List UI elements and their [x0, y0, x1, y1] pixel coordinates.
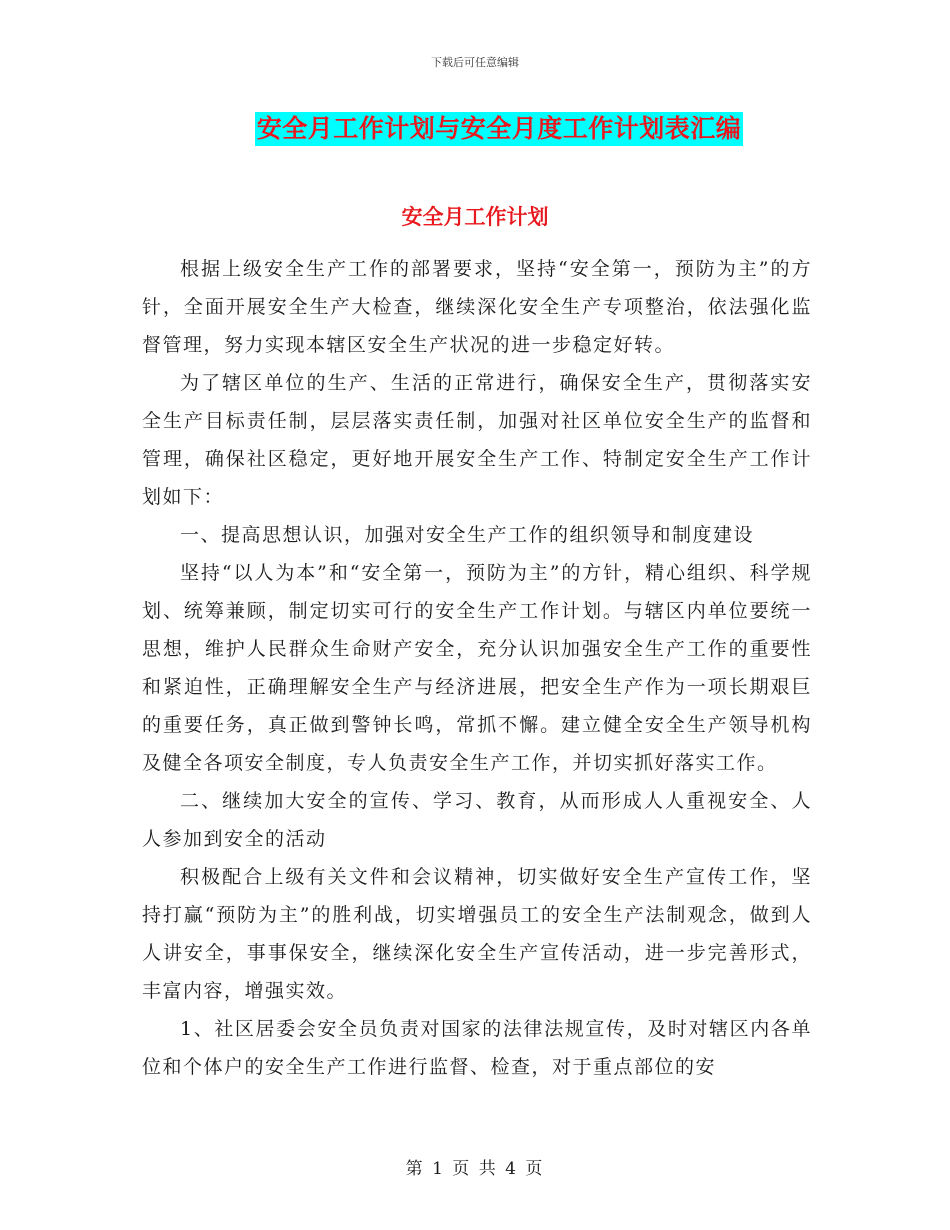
document-title-wrap [0, 112, 950, 146]
body-text [142, 250, 812, 1086]
section-title: 安全月工作计划 [401, 204, 549, 229]
paragraph-heading: 二、继续加大安全的宣传、学习、教育，从而形成人人重视安全、人人参加到安全的活动 [142, 790, 812, 850]
paragraph: 为了辖区单位的生产、生活的正常进行，确保安全生产，贯彻落实安全生产目标责任制，层层落实责任制，加强对社区单位安全生产的监督和管理，确保社区稳定，更好地开展安全生产工作、特制定安全生产工作计划如下： [142, 372, 812, 508]
document-title: 安全月工作计划与安全月度工作计划表汇编 [255, 112, 744, 146]
paragraph-heading: 一、提高思想认识，加强对安全生产工作的组织领导和制度建设 [180, 524, 755, 546]
header-note: 下载后可任意编辑 [431, 56, 519, 69]
paragraph: 积极配合上级有关文件和会议精神，切实做好安全生产宣传工作，坚持打赢“预防为主”的胜利战，切实增强员工的安全生产法制观念，做到人人讲安全，事事保安全，继续深化安全生产宣传活动，进一步完善形式，丰富内容，增强实效。 [142, 866, 812, 1002]
paragraph: 1、社区居委会安全员负责对国家的法律法规宣传，及时对辖区内各单位和个体户的安全生产工作进行监督、检查，对于重点部位的安 [142, 1018, 812, 1078]
page-footer: 第 1 页 共 4 页 [405, 1159, 545, 1179]
paragraph: 坚持“以人为本”和“安全第一，预防为主”的方针，精心组织、科学规划、统筹兼顾，制定切实可行的安全生产工作计划。与辖区内单位要统一思想，维护人民群众生命财产安全，充分认识加强安全生产工作的重要性和紧迫性，正确理解安全生产与经济进展，把安全生产作为一项长期艰巨的重要任务，真正做到警钟长鸣，常抓不懈。建立健全安全生产领导机构及健全各项安全制度，专人负责安全生产工作，并切实抓好落实工作。 [142, 562, 812, 774]
paragraph: 根据上级安全生产工作的部署要求，坚持“安全第一，预防为主”的方针，全面开展安全生产大检查，继续深化安全生产专项整治，依法强化监督管理，努力实现本辖区安全生产状况的进一步稳定好转。 [142, 258, 812, 356]
